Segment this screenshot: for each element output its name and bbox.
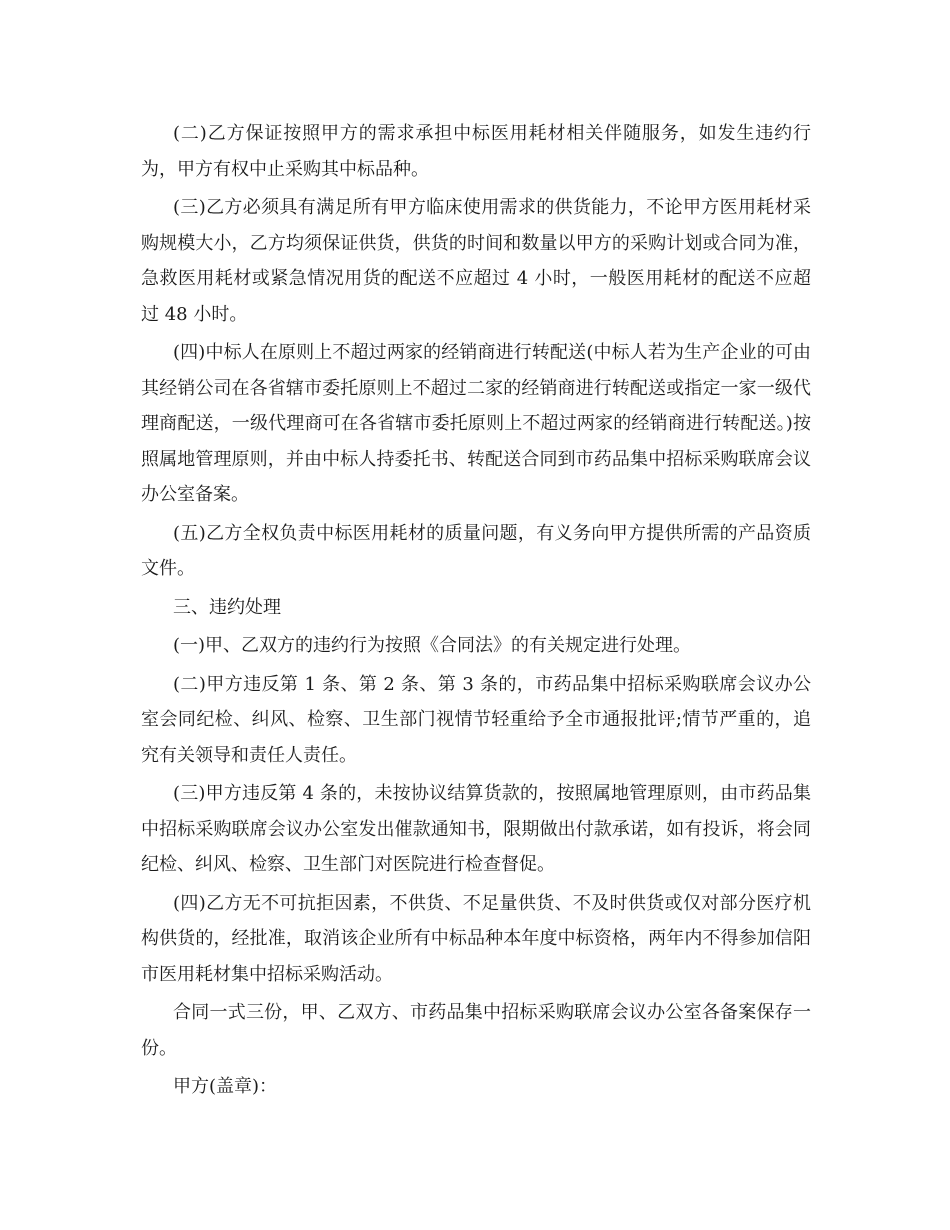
document-body: [141, 116, 811, 1108]
paragraph-breach-4: (四)乙方无不可抗拒因素，不供货、不足量供货、不及时供货或仅对部分医疗机构供货的，经批准，取消该企业所有中标品种本年度中标资格，两年内不得参加信阳市医用耗材集中招标采购活动。: [141, 892, 811, 985]
paragraph-breach-1: (一)甲、乙双方的违约行为按照《合同法》的有关规定进行处理。: [173, 635, 692, 656]
section-heading-breach: 三、违约处理: [173, 596, 281, 618]
paragraph-copies: 合同一式三份，甲、乙双方、市药品集中招标采购联席会议办公室各备案保存一份。: [141, 1002, 811, 1059]
paragraph-breach-2: (二)甲方违反第 1 条、第 2 条、第 3 条的，市药品集中招标采购联席会议办公室会同纪检、纠风、检察、卫生部门视情节轻重给予全市通报批评;情节严重的，追究有关领导和责任人责任。: [141, 673, 811, 766]
paragraph-5-quality: (五)乙方全权负责中标医用耗材的质量问题，有义务向甲方提供所需的产品资质文件。: [141, 522, 811, 579]
paragraph-2-service: (二)乙方保证按照甲方的需求承担中标医用耗材相关伴随服务，如发生违约行为，甲方有权中止采购其中标品种。: [141, 123, 811, 180]
paragraph-breach-3: (三)甲方违反第 4 条的，未按协议结算货款的，按照属地管理原则，由市药品集中招标采购联席会议办公室发出催款通知书，限期做出付款承诺，如有投诉，将会同纪检、纠风、检察、卫生部门对医院进行检查督促。: [141, 783, 811, 875]
party-a-seal-line: 甲方(盖章)：: [173, 1076, 278, 1097]
paragraph-4-distribution: (四)中标人在原则上不超过两家的经销商进行转配送(中标人若为生产企业的可由其经销公司在各省辖市委托原则上不超过二家的经销商进行转配送或指定一家一级代理商配送，一级代理商可在各省辖市委托原则上不超过两家的经销商进行转配送。)按照属地管理原则，并由中标人持委托书、转配送合同到市药品集中招标采购联席会议办公室备案。: [141, 342, 811, 505]
paragraph-3-supply: (三)乙方必须具有满足所有甲方临床使用需求的供货能力，不论甲方医用耗材采购规模大小，乙方均须保证供货，供货的时间和数量以甲方的采购计划或合同为准，急救医用耗材或紧急情况用货的配送不应超过 4 小时，一般医用耗材的配送不应超过 48 小时。: [141, 197, 811, 325]
